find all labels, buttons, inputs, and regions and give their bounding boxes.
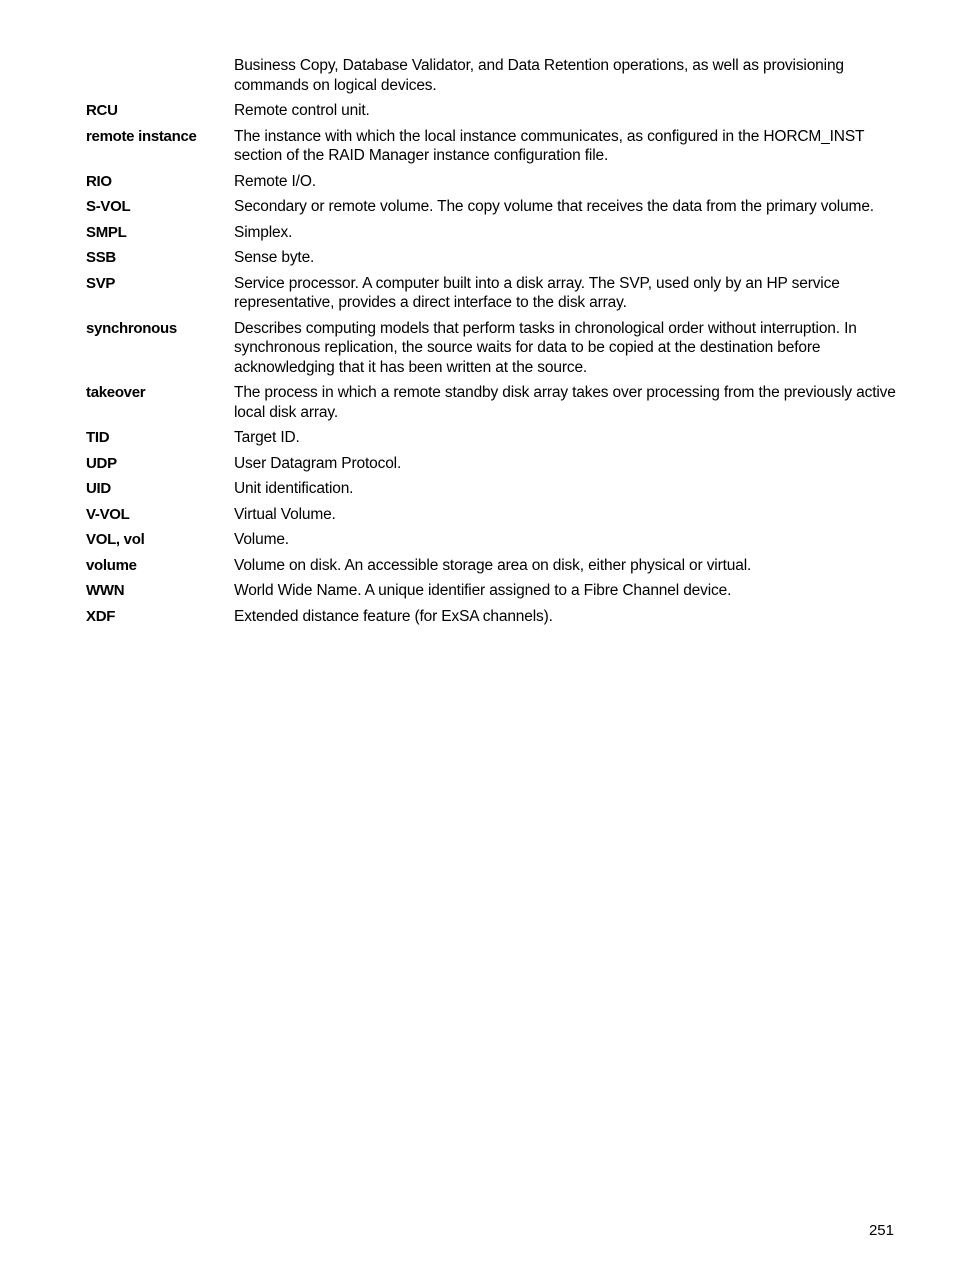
glossary-entry-xdf (86, 607, 901, 627)
glossary-definition: Simplex. (234, 223, 293, 241)
glossary-term: synchronous (86, 319, 177, 337)
glossary-entry-v-vol (86, 505, 901, 525)
glossary-definition: World Wide Name. A unique identifier assigned to a Fibre Channel device. (234, 582, 732, 599)
glossary-definition: Unit identification. (234, 480, 354, 497)
glossary-entry-tid (86, 428, 901, 448)
glossary-definition: Remote control unit. (234, 102, 370, 119)
glossary-definition: The instance with which the local instance communicates, as configured in the HORCM_INST section of the RAID Manager instance configuration file. (234, 127, 865, 164)
glossary-term: XDF (86, 607, 116, 625)
glossary-definition: Service processor. A computer built into a disk array. The SVP, used only by an HP service representative, provides a direct interface to the disk array. (234, 274, 840, 311)
glossary-entry-s-vol (86, 197, 901, 217)
glossary-definition: The process in which a remote standby disk array takes over processing from the previously active local disk array. (234, 384, 896, 421)
glossary-list (86, 56, 901, 626)
glossary-term: WWN (86, 582, 125, 599)
glossary-term: remote instance (86, 127, 197, 145)
page-number: 251 (868, 1222, 894, 1239)
glossary-definition: Extended distance feature (for ExSA channels). (234, 607, 553, 625)
glossary-definition: Business Copy, Database Validator, and Data Retention operations, as well as provisioning commands on logical devices. (234, 57, 844, 94)
glossary-term: VOL, vol (86, 531, 145, 548)
glossary-entry-smpl (86, 223, 901, 243)
glossary-definition: Target ID. (234, 429, 300, 446)
glossary-entry-svp (86, 274, 901, 313)
glossary-definition: Volume on disk. An accessible storage area on disk, either physical or virtual. (234, 556, 752, 574)
glossary-entry-continuation (86, 56, 901, 95)
glossary-entry-synchronous (86, 319, 901, 378)
glossary-entry-remote-instance (86, 127, 901, 166)
glossary-entry-rio (86, 172, 901, 192)
glossary-entry-takeover (86, 383, 901, 422)
glossary-entry-udp (86, 454, 901, 474)
glossary-term: V-VOL (86, 505, 130, 523)
glossary-definition: Sense byte. (234, 249, 315, 266)
glossary-term: UDP (86, 454, 117, 472)
glossary-term: volume (86, 556, 137, 574)
glossary-term: takeover (86, 384, 146, 401)
glossary-term: S-VOL (86, 198, 131, 215)
glossary-term: RIO (86, 172, 112, 190)
glossary-term: SSB (86, 249, 116, 266)
glossary-term: UID (86, 480, 111, 497)
glossary-entry-uid (86, 479, 901, 499)
glossary-term: RCU (86, 102, 118, 119)
glossary-definition: Describes computing models that perform tasks in chronological order without interruption. In synchronous replication, the source waits for data to be copied at the destination before acknowledging that it has been written at the source. (234, 319, 857, 376)
glossary-entry-wwn (86, 581, 901, 601)
glossary-definition: Secondary or remote volume. The copy volume that receives the data from the primary volume. (234, 198, 874, 215)
glossary-term: TID (86, 429, 110, 446)
glossary-term: SMPL (86, 223, 127, 241)
glossary-definition: Virtual Volume. (234, 505, 336, 523)
glossary-entry-volume (86, 556, 901, 576)
glossary-definition: Volume. (234, 531, 289, 548)
glossary-definition: Remote I/O. (234, 172, 316, 190)
glossary-entry-rcu (86, 101, 901, 121)
glossary-entry-ssb (86, 248, 901, 268)
glossary-definition: User Datagram Protocol. (234, 454, 402, 472)
glossary-entry-vol (86, 530, 901, 550)
glossary-term: SVP (86, 274, 116, 292)
